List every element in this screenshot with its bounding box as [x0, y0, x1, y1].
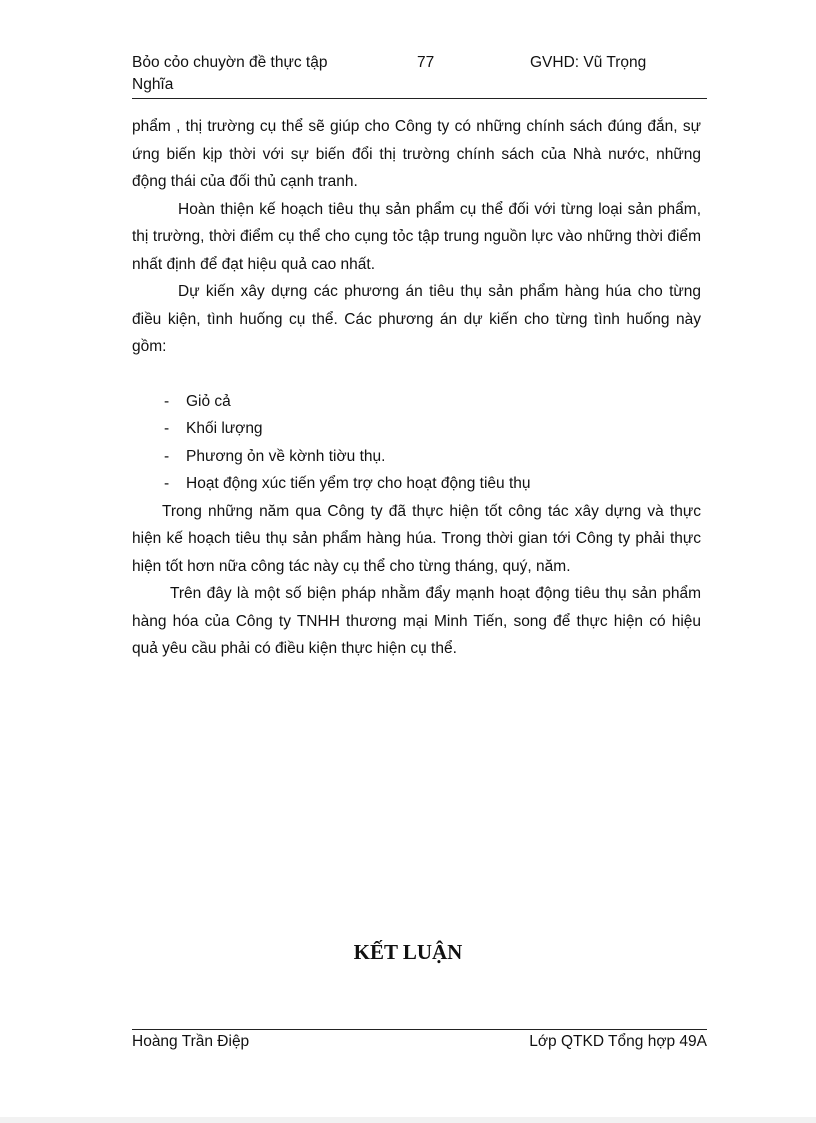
header-supervisor: GVHD: Vũ Trọng [530, 54, 647, 71]
footer-rule [132, 1029, 707, 1030]
section-heading: KẾT LUẬN [353, 940, 463, 964]
page-bottom-edge [0, 1117, 816, 1123]
list-item-text: Giỏ cả [186, 392, 231, 410]
footer-author: Hoàng Trần Điệp [132, 1033, 250, 1050]
page-number: 77 [417, 54, 435, 71]
footer-class: Lớp QTKD Tổng hợp 49A [529, 1033, 707, 1050]
paragraph: Trong những năm qua Công ty đã thực hiện tốt công tác xây dựng và thực hiện kế hoạch tiêu thụ sản phẩm hàng húa. Trong thời gian tới Công ty phải thực hiện tốt hơn nữa công tác này cụ thể cho từng tháng, quý, năm. [132, 502, 701, 575]
bullet-dash: - [164, 475, 170, 492]
bullet-dash: - [164, 392, 170, 410]
list-item-text: Hoạt động xúc tiến yểm trợ cho hoạt động tiêu thụ [186, 475, 531, 492]
list-item-text: Khối lượng [186, 420, 263, 437]
spacer [132, 361, 701, 388]
paragraph: Trên đây là một số biện pháp nhằm đẩy mạnh hoạt động tiêu thụ sản phẩm hàng hóa của Công ty TNHH thương mại Minh Tiến, song để thực hiện có hiệu quả yêu cầu phải có điều kiện thực hiện cụ thể. [132, 585, 701, 657]
list-item-text: Phương ỏn về kờnh tiờu thụ. [186, 447, 386, 465]
paragraph: Hoàn thiện kế hoạch tiêu thụ sản phẩm cụ thể đối với từng loại sản phẩm, thị trường, thời điểm cụ thể cho cụng tỏc tập trung nguồn lực vào những thời điểm nhất định để đạt hiệu quả cao nhất. [132, 200, 701, 273]
header-rule [132, 98, 707, 99]
page-header [132, 52, 707, 98]
bullet-dash: - [164, 447, 170, 465]
bullet-dash: - [164, 420, 170, 437]
paragraph: phẩm , thị trường cụ thể sẽ giúp cho Công ty có những chính sách đúng đắn, sự ứng biến kịp thời với sự biến đổi thị trường chính sách của Nhà nước, những động thái của đối thủ cạnh tranh. [132, 118, 701, 190]
body-text [132, 113, 701, 663]
bullet-list [132, 388, 701, 498]
list-item [132, 470, 701, 498]
list-item [132, 415, 701, 443]
header-title: Bỏo cỏo chuyờn đề thực tập Nghĩa [132, 54, 328, 93]
paragraph: Dự kiến xây dựng các phương án tiêu thụ sản phẩm hàng húa cho từng điều kiện, tình huống cụ thể. Các phương án dự kiến cho từng tình huống này gồm: [132, 283, 701, 355]
list-item [132, 388, 701, 416]
list-item [132, 443, 701, 471]
